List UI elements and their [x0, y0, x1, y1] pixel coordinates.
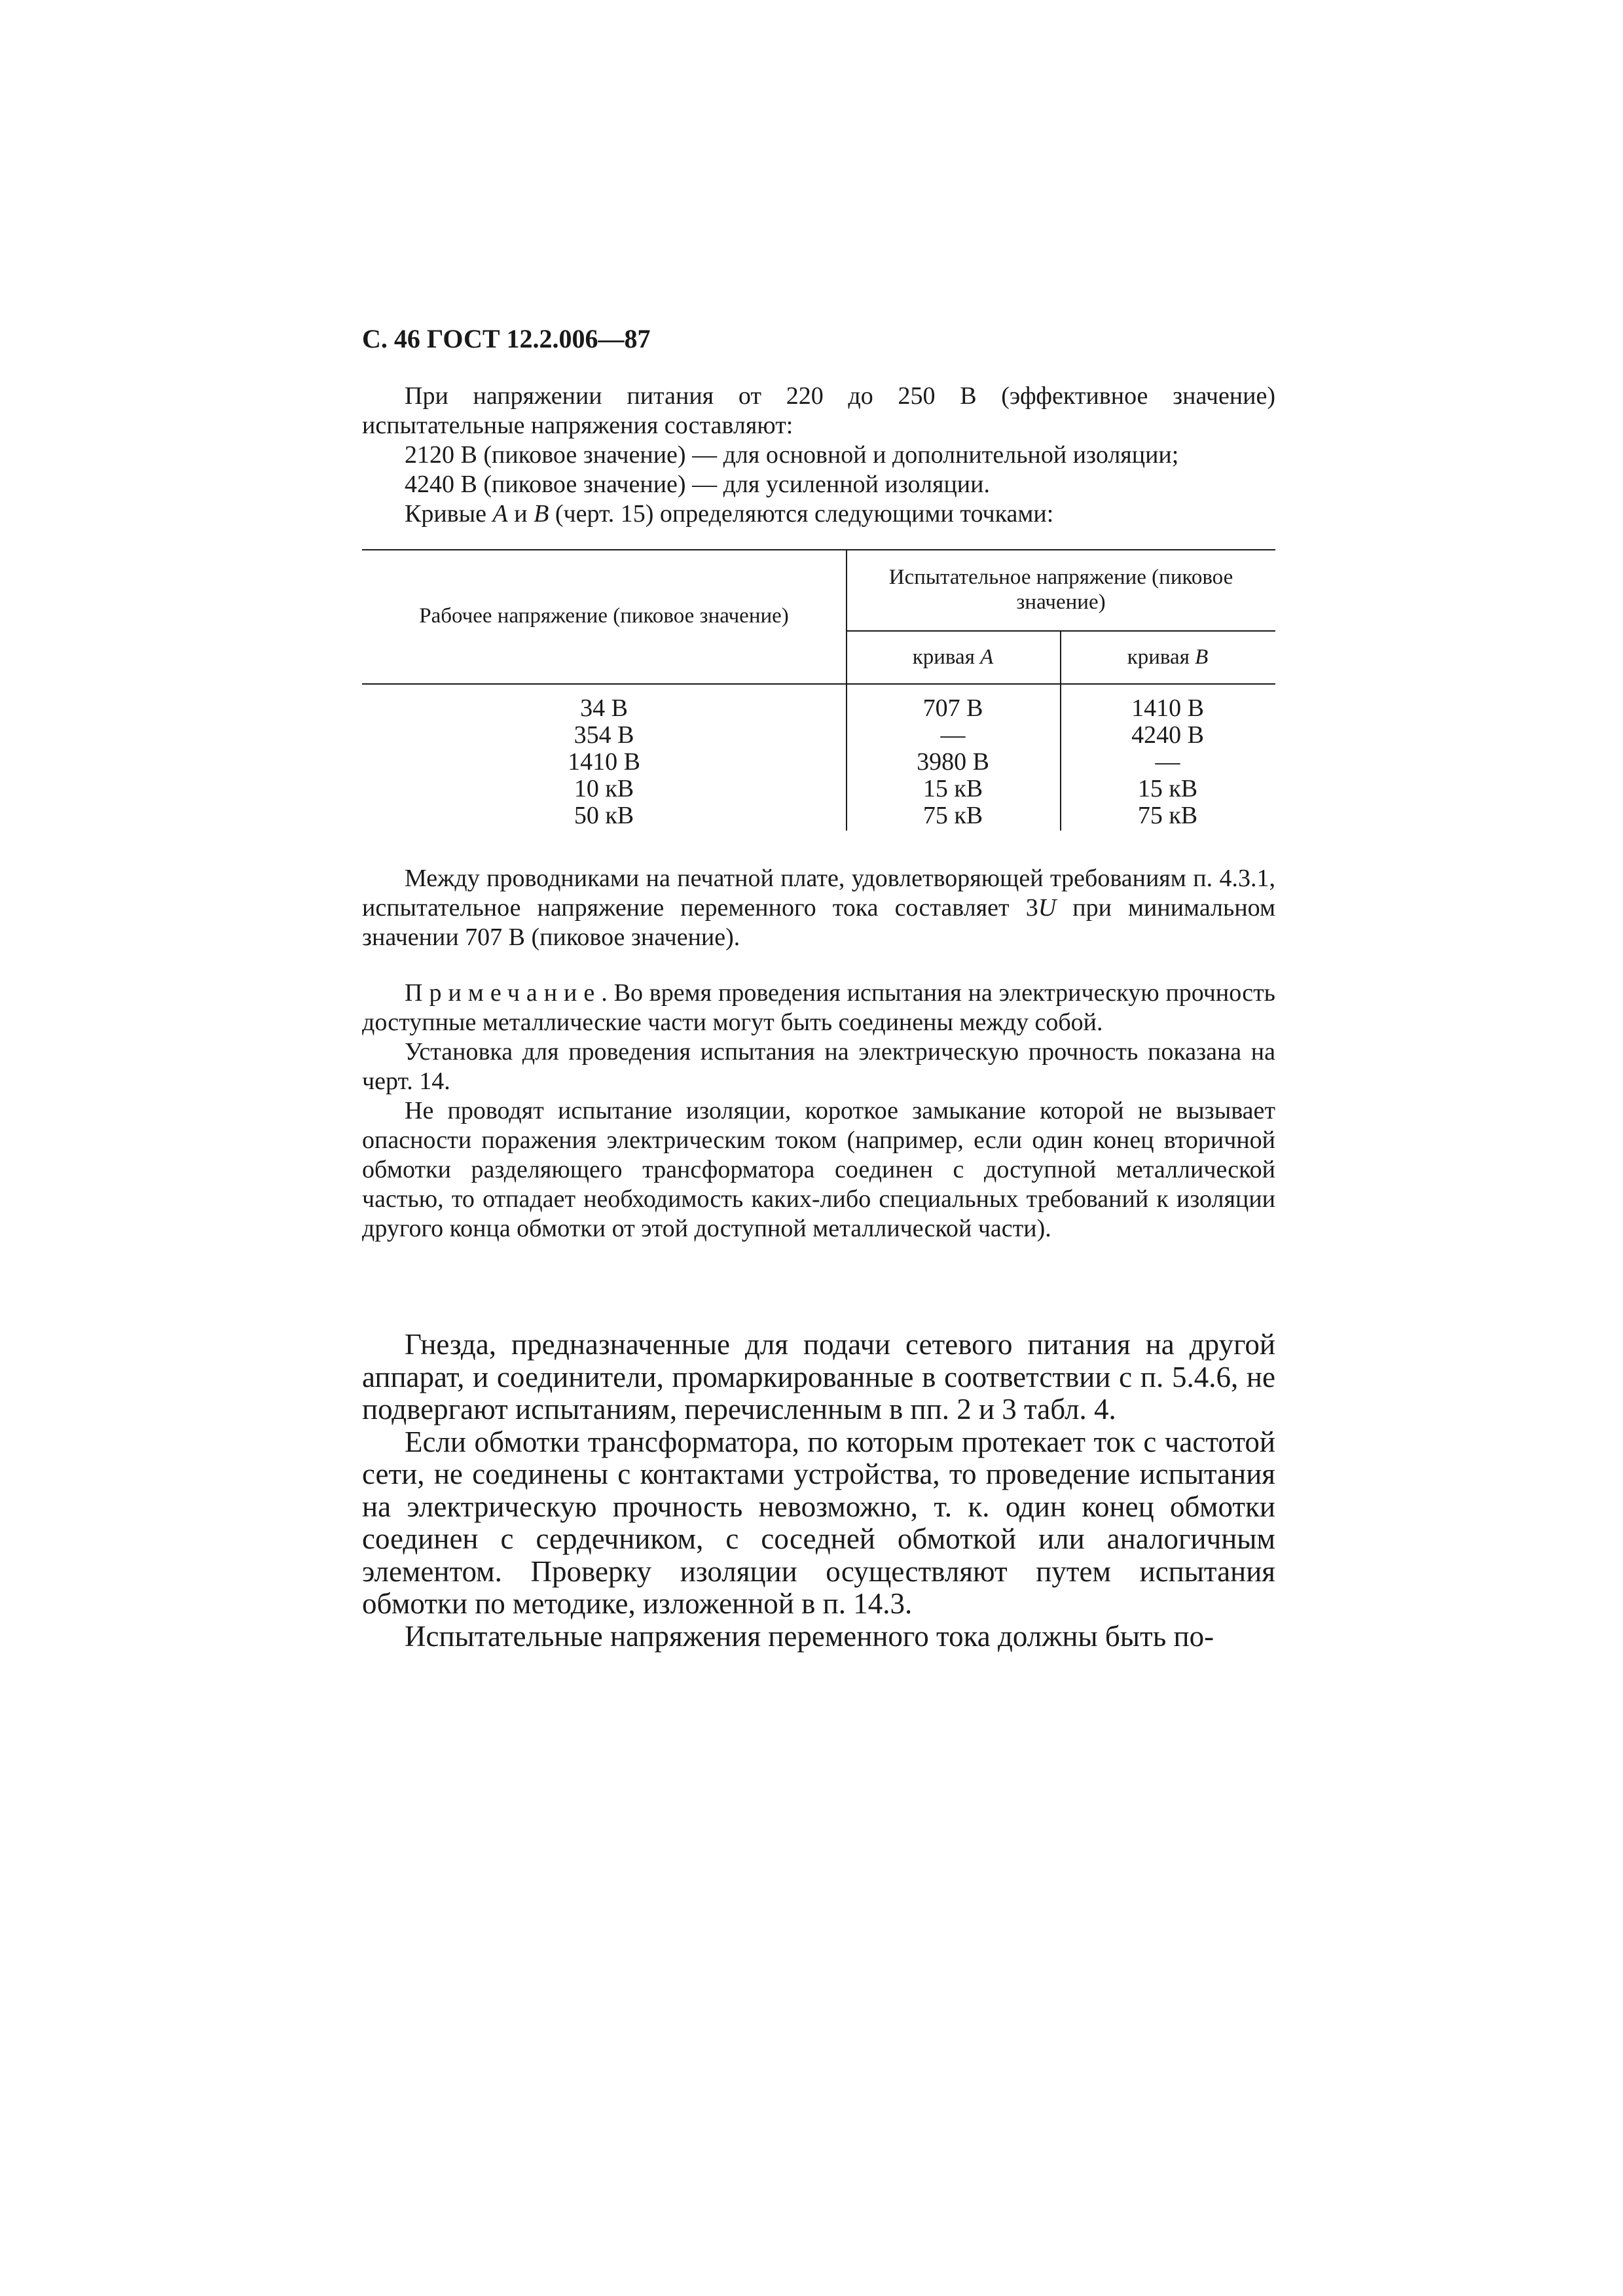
body-paragraph-1: Гнезда, предназначенные для подачи сетевого питания на другой аппарат, и соединители, промаркированные в соответствии с п. 5.4.6, не подвергают испытаниям, перечисленным в пп. 2 и 3 табл. 4. — [362, 1328, 1275, 1426]
test-voltage-table — [362, 549, 1275, 831]
table-cell: 707 В — [922, 694, 983, 722]
after-table-text — [362, 864, 1275, 952]
intro-paragraph-4: Кривые А и В (черт. 15) определяются следующими точками: — [405, 500, 1054, 528]
test-voltage-group-header: Испытательное напряжение (пиковое значение) — [888, 565, 1233, 614]
working-voltage-column — [362, 695, 846, 829]
body-paragraph-2: Если обмотки трансформатора, по которым протекает ток с частотой сети, не соединены с контактами устройства, то проведение испытания на электрическую прочность невозможно, т. к. один конец обмотки соединен с сердечником, с соседней обмоткой или аналогичным элементом. Проверку изоляции осуществляют путем испытания обмотки по методике, изложенной в п. 14.3. — [362, 1425, 1275, 1620]
curve-a-column — [846, 695, 1060, 829]
intro-paragraph-3: 4240 В (пиковое значение) — для усиленной изоляции. — [405, 471, 990, 498]
table-cell: 75 кВ — [1137, 802, 1198, 829]
table-header-rule — [362, 683, 1275, 685]
intro-paragraph-2: 2120 В (пиковое значение) — для основной и дополнительной изоляции; — [405, 441, 1179, 469]
intro-text — [362, 382, 1275, 529]
table-cell: 34 В — [580, 694, 628, 722]
table-cell: 75 кВ — [922, 802, 983, 829]
table-cell: — — [940, 721, 966, 749]
curve-b-header: кривая В — [1127, 645, 1209, 669]
table-cell: 15 кВ — [1137, 775, 1198, 802]
table-cell: 50 кВ — [574, 802, 634, 829]
note-paragraph: Примечание. Во время проведения испытания на электрическую прочность доступные металлические части могут быть соединены между собой. — [362, 979, 1275, 1036]
table-cell: 15 кВ — [922, 775, 983, 802]
curve-b-column — [1060, 695, 1275, 829]
table-cell: 3980 В — [917, 748, 989, 776]
table-cell: 1410 В — [568, 748, 640, 776]
note-block — [362, 978, 1275, 1244]
table-cell: 10 кВ — [574, 775, 634, 802]
body-text — [362, 1329, 1275, 1653]
table-top-rule — [362, 549, 1275, 550]
note-paragraph-3: Не проводят испытание изоляции, короткое замыкание которой не вызывает опасности поражения электрическим током (например, если один конец вторичной обмотки разделяющего трансформатора соединен с доступной металлической частью, то отпадает необходимость каких-либо специальных требований к изоляции другого конца обмотки от этой доступной металлической части). — [362, 1097, 1275, 1242]
working-voltage-header: Рабочее напряжение (пиковое значение) — [419, 604, 789, 628]
note-label: Примечание — [405, 979, 602, 1007]
table-cell: 1410 В — [1131, 694, 1204, 722]
note-paragraph-2: Установка для проведения испытания на электрическую прочность показана на черт. 14. — [362, 1038, 1275, 1095]
table-cell: — — [1155, 748, 1180, 776]
page-header: С. 46 ГОСТ 12.2.006—87 — [362, 324, 651, 353]
table-cell: 4240 В — [1131, 721, 1204, 749]
body-paragraph-3: Испытательные напряжения переменного тока должны быть по- — [405, 1619, 1214, 1653]
table-cell: 354 В — [574, 721, 634, 749]
after-table-paragraph: Между проводниками на печатной плате, удовлетворяющей требованиям п. 4.3.1, испытательное напряжение переменного тока составляет 3U при минимальном значении 707 В (пиковое значение). — [362, 865, 1276, 951]
curve-a-header: кривая А — [912, 645, 994, 669]
intro-paragraph-1: При напряжении питания от 220 до 250 В (эффективное значение) испытательные напряжения составляют: — [362, 382, 1275, 439]
